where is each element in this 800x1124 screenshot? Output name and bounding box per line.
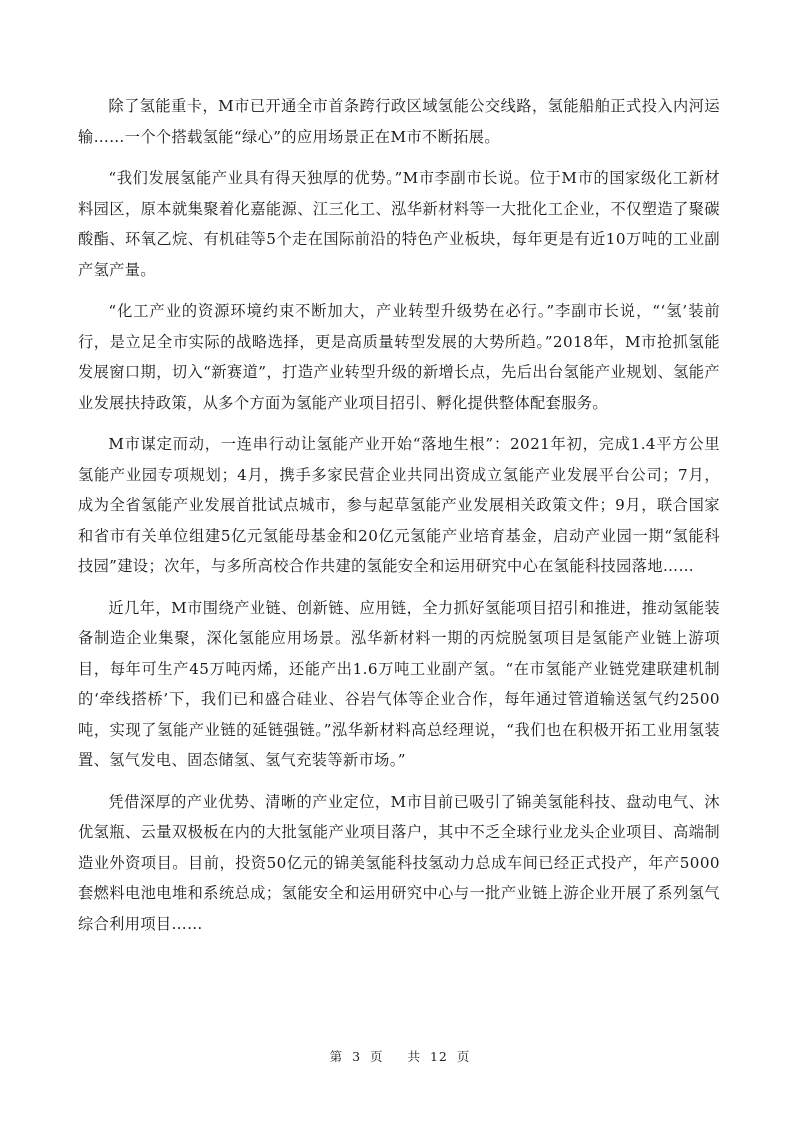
page-suffix: 页 — [370, 1049, 384, 1064]
paragraph-hydrogen-applications: 除了氢能重卡，M市已开通全市首条跨行政区域氢能公交线路，氢能船舶正式投入内河运输……一个个搭载氢能“绿心”的应用场景正在M市不断拓展。 — [78, 97, 720, 146]
paragraph-industry-advantage: “我们发展氢能产业具有得天独厚的优势。”M市李副市长说。位于M市的国家级化工新材料园区，原本就集聚着化嘉能源、江三化工、泓华新材料等一大批化工企业，不仅塑造了聚碳酸酯、环氧乙烷、有机硅等5个走在国际前沿的特色产业板块，每年更是有近10万吨的工业副产氢产量。 — [78, 169, 720, 279]
paragraph-action-timeline: M市谋定而动，一连串行动让氢能产业开始“落地生根”：2021年初，完成1.4平方公里氢能产业园专项规划；4月，携手多家民营企业共同出资成立氢能产业发展平台公司；7月，成为全省氢能产业发展首批试点城市，参与起草氢能产业发展相关政策文件；9月，联合国家和省市有关单位组建5亿元氢能母基金和20亿元氢能产业培育基金，启动产业园一期“氢能科技园”建设；次年，与多所高校合作共建的氢能安全和运用研究中心在氢能科技园落地…… — [78, 435, 720, 575]
total-suffix: 页 — [456, 1049, 471, 1064]
document-body — [78, 91, 720, 950]
paragraph-industry-chain: 近几年，M市围绕产业链、创新链、应用链，全力抓好氢能项目招引和推进，推动氢能装备制造企业集聚，深化氢能应用场景。泓华新材料一期的丙烷脱氢项目是氢能产业链上游项目，每年可生产45万吨丙烯，还能产出1.6万吨工业副产氢。“在市氢能产业链党建联建机制的‘牵线搭桥’下，我们已和盛合硅业、谷岩气体等企业合作，每年通过管道输送氢气约2500吨，实现了氢能产业链的延链强链。”泓华新材料高总经理说，“我们也在积极开拓工业用氢装置、氢气发电、固态储氢、氢气充装等新市场。” — [78, 598, 720, 769]
paragraph-transformation-policy: “化工产业的资源环境约束不断加大，产业转型升级势在必行。”李副市长说，“‘氢’装前行，是立足全市实际的战略选择，更是高质量转型发展的大势所趋。”2018年，M市抢抓氢能发展窗口期，切入“新赛道”，打造产业转型升级的新增长点，先后出台氢能产业规划、氢能产业发展扶持政策，从多个方面为氢能产业项目招引、孵化提供整体配套服务。 — [78, 302, 720, 412]
paragraph-project-attraction: 凭借深厚的产业优势、清晰的产业定位，M市目前已吸引了锦美氢能科技、盘动电气、沐优氢瓶、云量双极板在内的大批氢能产业项目落户，其中不乏全球行业龙头企业项目、高端制造业外资项目。目前，投资50亿元的锦美氢能科技氢动力总成车间已经正式投产，年产5000套燃料电池电堆和系统总成；氢能安全和运用研究中心与一批产业链上游企业开展了系列氢气综合利用项目…… — [78, 792, 720, 933]
page-prefix: 第 — [329, 1049, 344, 1064]
total-prefix: 共 — [407, 1049, 421, 1064]
total-pages-number: 12 — [429, 1049, 448, 1064]
page-footer — [0, 1047, 800, 1065]
current-page-number: 3 — [352, 1049, 362, 1064]
